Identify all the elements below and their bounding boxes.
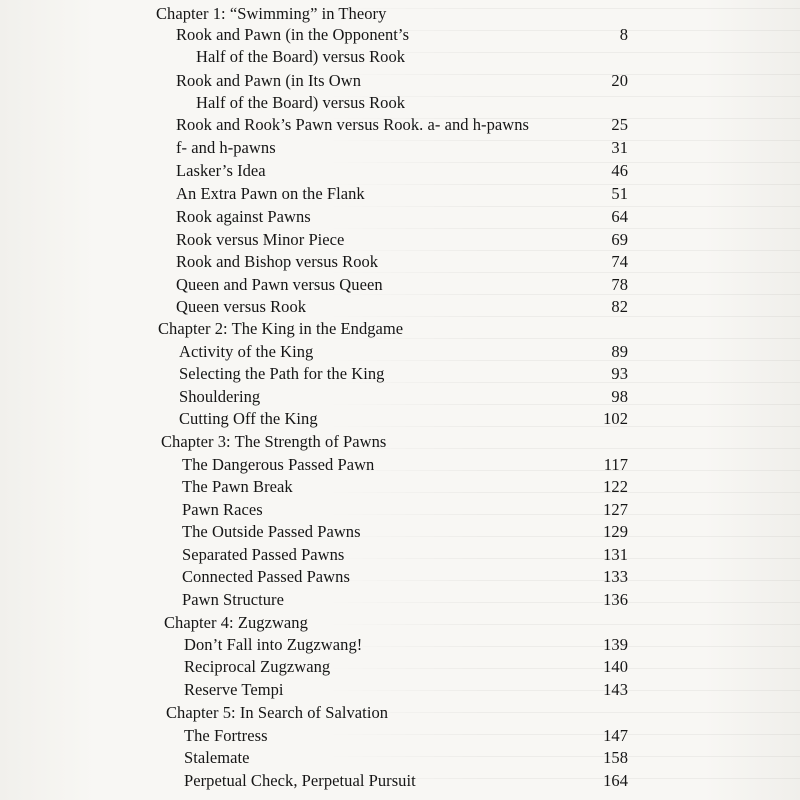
entry-title: An Extra Pawn on the Flank [176,184,365,203]
page-number: 164 [603,771,628,790]
entry-title: The Dangerous Passed Pawn [182,455,375,474]
page-number: 31 [611,138,628,157]
entry-title: Pawn Structure [182,590,284,609]
page-number: 25 [611,115,628,134]
chapter-title: Chapter 2: The King in the Endgame [158,319,404,338]
page-number: 46 [611,161,628,180]
page-number: 143 [603,680,628,699]
page-number: 74 [611,252,628,271]
page-number: 64 [611,207,628,226]
entry-title: The Fortress [184,726,268,745]
page-number: 102 [603,409,628,428]
entry-title: Lasker’s Idea [176,161,266,180]
entry-title: Rook against Pawns [176,207,311,226]
entry-title: Perpetual Check, Perpetual Pursuit [184,771,416,790]
entry-title: Reserve Tempi [184,680,284,699]
entry-title: Half of the Board) versus Rook [196,93,406,112]
page-number: 117 [603,455,628,474]
page-number: 131 [603,545,628,564]
entry-title: Half of the Board) versus Rook [196,47,406,66]
page-number: 158 [603,748,628,767]
entry-title: Queen and Pawn versus Queen [176,275,383,294]
entry-title: The Outside Passed Pawns [182,522,361,541]
entry-title: Rook and Pawn (in Its Own [176,71,362,90]
entry-title: Don’t Fall into Zugzwang! [184,635,363,654]
page-number: 69 [611,230,628,249]
entry-title: Shouldering [179,387,261,406]
page-number: 20 [611,71,628,90]
page-number: 98 [611,387,628,406]
page-number: 140 [603,657,628,676]
entry-title: Separated Passed Pawns [182,545,345,564]
page-number: 122 [603,477,628,496]
entry-title: Rook and Bishop versus Rook [176,252,379,271]
page-number: 127 [603,500,628,519]
page-number: 82 [611,297,628,316]
entry-title: Queen versus Rook [176,297,307,316]
entry-title: f- and h-pawns [176,138,276,157]
entry-title: Selecting the Path for the King [179,364,385,383]
entry-title: Rook versus Minor Piece [176,230,345,249]
page-number: 93 [611,364,628,383]
page-number: 129 [603,522,628,541]
page-number: 89 [611,342,628,361]
page-number: 51 [611,184,628,203]
entry-title: Connected Passed Pawns [182,567,350,586]
entry-title: Pawn Races [182,500,263,519]
chapter-title: Chapter 5: In Search of Salvation [166,703,389,722]
entry-title: Rook and Pawn (in the Opponent’s [176,25,410,44]
page-number: 147 [603,726,628,745]
chapter-title: Chapter 3: The Strength of Pawns [161,432,387,451]
page-number: 78 [611,275,628,294]
page-number: 8 [619,25,628,44]
entry-title: Activity of the King [179,342,314,361]
entry-title: The Pawn Break [182,477,293,496]
chapter-title: Chapter 4: Zugzwang [164,613,308,632]
page-number: 139 [603,635,628,654]
entry-title: Cutting Off the King [179,409,318,428]
entry-title: Stalemate [184,748,250,767]
entry-title: Rook and Rook’s Pawn versus Rook. a- and h-pawns [176,115,529,134]
page-number: 136 [603,590,628,609]
page-number: 133 [603,567,628,586]
entry-title: Reciprocal Zugzwang [184,657,331,676]
chapter-title: Chapter 1: “Swimming” in Theory [156,4,387,23]
